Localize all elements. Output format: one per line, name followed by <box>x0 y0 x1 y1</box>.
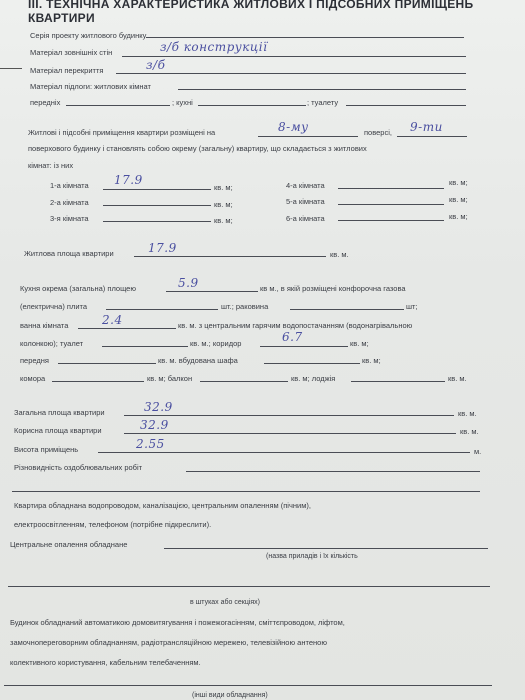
location-text-mid: поверсі, <box>364 128 392 137</box>
living-area-unit: кв. м. <box>330 250 349 259</box>
sink-line <box>290 309 404 310</box>
room-4-unit: кв. м; <box>449 178 468 187</box>
useful-area-value: 32.9 <box>140 418 169 432</box>
heating-label: Центральне опалення обладнане <box>10 540 128 549</box>
kitchen-area-value: 5.9 <box>178 276 199 290</box>
rooms-floor-material-line <box>178 89 466 90</box>
finishing-line <box>186 471 480 472</box>
living-area-value: 17.9 <box>148 241 177 255</box>
stove-unit: шт.; раковина <box>221 302 269 311</box>
kitchen-label: Кухня окрема (загальна) площею <box>20 284 136 293</box>
total-area-value: 32.9 <box>144 400 173 414</box>
location-total-floors-line <box>397 136 467 137</box>
location-floor-line <box>258 136 358 137</box>
hallways-label: передніх <box>30 98 61 107</box>
wardrobe-unit: кв. м; <box>362 356 381 365</box>
rooms-floor-material-label: Матеріал підлоги: житлових кімнат <box>30 82 151 91</box>
balcony-unit: кв. м; лоджія <box>291 374 336 383</box>
ceiling-height-unit: м. <box>474 447 482 456</box>
room-5-line <box>338 204 444 205</box>
heating-line <box>164 548 488 549</box>
kitchen-suffix: кв м., в якій розміщені конфорочна газова <box>260 284 406 293</box>
stove-label: (електрична) плита <box>20 302 88 311</box>
kitchen-floor-line <box>198 105 306 106</box>
room-5-unit: кв. м; <box>449 195 468 204</box>
wall-material-line <box>122 56 466 57</box>
stove-line <box>106 309 218 310</box>
floor-material-line <box>116 73 466 74</box>
hall-label: передня <box>20 356 49 365</box>
heating-caption: (назва приладів і їх кількість <box>266 553 358 560</box>
ceiling-height-line <box>98 452 470 453</box>
toilet-floor-line <box>346 105 466 106</box>
sections-caption: в штуках або секціях) <box>190 599 260 606</box>
toilet-floor-label: ; туалету <box>307 98 339 107</box>
corridor-line <box>260 346 348 347</box>
corridor-unit: кв. м; <box>350 339 369 348</box>
room-5-label: 5-а кімната <box>286 197 325 206</box>
toilet-unit: кв. м.; коридор <box>190 339 242 348</box>
location-line3: кімнат: із них <box>28 161 74 170</box>
kitchen-floor-label: ; кухні <box>172 98 193 107</box>
ceiling-height-label: Висота приміщень <box>14 445 79 454</box>
room-6-line <box>338 220 444 221</box>
room-1-value: 17.9 <box>114 173 143 187</box>
room-3-unit: кв. м; <box>214 216 233 225</box>
location-floor-value: 8-му <box>278 120 309 134</box>
bathroom-label: ванна кімната <box>20 321 69 330</box>
utilities-line-1: Квартира обладнана водопроводом, каналізацією, центральним опаленням (пічним), <box>14 501 311 510</box>
building-line-1: Будинок обладнаний автоматикою домовитягування і пожежогасінням, сміттєпроводом, ліфтом, <box>10 618 345 627</box>
total-area-line <box>124 415 454 416</box>
building-caption: (інші види обладнання) <box>192 692 268 699</box>
building-other-line <box>4 685 492 686</box>
building-line-3: колективного користування, кабельним телебаченням. <box>10 658 201 667</box>
living-area-line <box>134 256 326 257</box>
hallways-line <box>66 105 170 106</box>
room-1-label: 1-а кімната <box>50 181 89 190</box>
room-4-line <box>338 188 444 189</box>
sections-line <box>8 586 490 587</box>
hall-unit: кв. м. вбудована шафа <box>158 356 238 365</box>
room-1-line <box>103 189 211 190</box>
location-line2: поверхового будинку і становлять собою окрему (загальну) квартиру, що складається з житлових <box>28 144 367 153</box>
room-1-unit: кв. м; <box>214 183 233 192</box>
toilet-label: колонкою); туалет <box>20 339 84 348</box>
useful-area-line <box>124 433 456 434</box>
location-text-before: Житлові і підсобні приміщення квартири розміщені на <box>28 128 216 137</box>
storage-unit: кв. м; балкон <box>147 374 193 383</box>
useful-area-label: Корисна площа квартири <box>14 426 102 435</box>
bathroom-value: 2.4 <box>102 313 123 327</box>
kitchen-area-line <box>166 291 258 292</box>
wall-material-label: Матеріал зовнішніх стін <box>30 48 113 57</box>
room-2-label: 2-а кімната <box>50 198 89 207</box>
floor-material-value: з/б <box>146 58 166 72</box>
corridor-value: 6.7 <box>282 330 303 344</box>
room-2-line <box>103 205 211 206</box>
finishing-label: Різновидність оздоблювальних робіт <box>14 463 143 472</box>
utilities-line-2: електроосвітленням, телефоном (потрібне підкреслити). <box>14 520 212 529</box>
room-4-label: 4-а кімната <box>286 181 325 190</box>
useful-area-unit: кв. м. <box>460 427 479 436</box>
room-3-line <box>103 221 211 222</box>
margin-mark <box>0 68 22 69</box>
bathroom-line <box>78 328 176 329</box>
living-area-label: Житлова площа квартири <box>24 249 114 258</box>
section-title: ІІІ. ТЕХНІЧНА ХАРАКТЕРИСТИКА ЖИТЛОВИХ І ПІДСОБНИХ ПРИМІЩЕНЬ КВАРТИРИ <box>28 0 474 25</box>
total-area-label: Загальна площа квартири <box>14 408 105 417</box>
room-3-label: 3-я кімната <box>50 214 89 223</box>
building-line-2: замочнопереговорним обладнанням, радіотрансляційною мережею, телевізійною антеною <box>10 638 327 647</box>
finishing-line-2 <box>12 491 480 492</box>
wall-material-value: з/б конструкції <box>160 40 268 54</box>
location-total-floors-value: 9-ти <box>410 120 443 134</box>
project-series-label: Серія проекту житлового будинку <box>30 31 147 40</box>
room-6-label: 6-а кімната <box>286 214 325 223</box>
hall-line <box>58 363 156 364</box>
total-area-unit: кв. м. <box>458 409 477 418</box>
storage-line <box>52 381 144 382</box>
toilet-line <box>102 346 188 347</box>
room-6-unit: кв. м; <box>449 212 468 221</box>
sink-unit: шт; <box>406 302 418 311</box>
loggia-unit: кв. м. <box>448 374 467 383</box>
project-series-line <box>146 37 464 38</box>
ceiling-height-value: 2.55 <box>136 437 165 451</box>
loggia-line <box>351 381 445 382</box>
wardrobe-line <box>264 363 360 364</box>
balcony-line <box>200 381 288 382</box>
floor-material-label: Матеріал перекриття <box>30 66 104 75</box>
storage-label: комора <box>20 374 46 383</box>
room-2-unit: кв. м; <box>214 200 233 209</box>
bathroom-suffix: кв. м. з центральним гарячим водопостачанням (водонагрівальною <box>178 321 413 330</box>
